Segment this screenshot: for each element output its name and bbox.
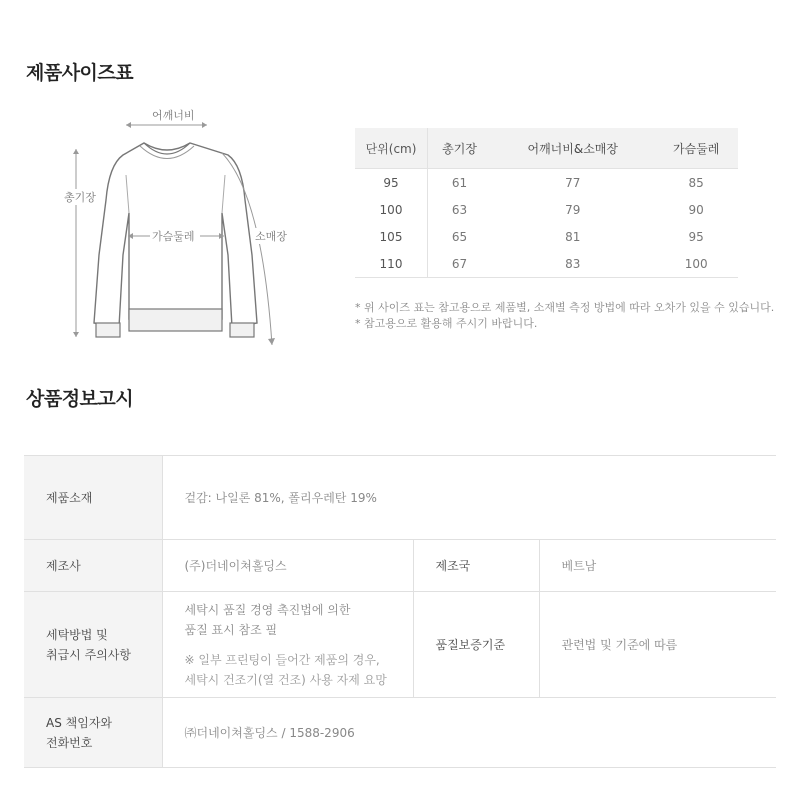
size-cell: 100 xyxy=(355,196,428,223)
size-header-unit: 단위(cm) xyxy=(355,128,428,169)
country-label: 제조국 xyxy=(413,540,539,592)
size-cell: 85 xyxy=(688,175,704,190)
size-cell: 110 xyxy=(355,250,428,278)
material-value: 겉감: 나일론 81%, 폴리우레탄 19% xyxy=(162,456,776,540)
table-row xyxy=(355,196,738,223)
product-info-table xyxy=(24,455,776,768)
care-note-line: ※ 일부 프린팅이 들어간 제품의 경우, xyxy=(184,652,380,667)
size-cell: 105 xyxy=(355,223,428,250)
size-table xyxy=(355,128,738,278)
table-row xyxy=(24,698,776,768)
size-cell: 67 xyxy=(428,250,492,278)
table-row xyxy=(355,223,738,250)
size-cell: 95 xyxy=(355,169,428,197)
as-label-line: 전화번호 xyxy=(46,735,93,750)
total-length-label: 총기장 xyxy=(64,191,96,204)
size-cell: 81 xyxy=(565,229,581,244)
care-value-line: 품질 표시 참조 필 xyxy=(184,622,278,637)
care-label xyxy=(24,592,162,698)
size-header-chest: 가슴둘레 xyxy=(654,128,738,169)
table-row xyxy=(355,250,738,278)
table-row xyxy=(24,592,776,698)
product-info-title: 상품정보고시 xyxy=(26,388,134,410)
as-contact-value: ㈜더네이쳐홀딩스 / 1588-2906 xyxy=(162,698,776,768)
care-value-line: 세탁시 품질 경영 촉진법에 의한 xyxy=(184,602,351,617)
table-row xyxy=(24,456,776,540)
size-header-length: 총기장 xyxy=(428,128,492,169)
size-cell: 100 xyxy=(654,250,738,278)
warranty-label: 품질보증기준 xyxy=(413,592,539,698)
country-value: 베트남 xyxy=(539,540,776,592)
care-value xyxy=(162,592,413,698)
size-cell: 79 xyxy=(565,202,581,217)
care-label-line: 취급시 주의사항 xyxy=(46,647,131,662)
shoulder-width-label: 어깨너비 xyxy=(152,109,195,122)
material-label: 제품소재 xyxy=(24,456,162,540)
care-label-line: 세탁방법 및 xyxy=(46,627,108,642)
size-cell: 95 xyxy=(688,229,704,244)
size-note: * 위 사이즈 표는 참고용으로 제품별, 소재별 측정 방법에 따라 오차가 있을 수 있습니다. xyxy=(355,301,775,314)
size-cell: 65 xyxy=(451,229,468,244)
size-table-header-row xyxy=(355,128,738,169)
warranty-value: 관련법 및 기준에 따름 xyxy=(539,592,776,698)
maker-value: (주)더네이쳐홀딩스 xyxy=(162,540,413,592)
maker-label: 제조사 xyxy=(24,540,162,592)
table-row xyxy=(355,169,738,197)
sleeve-length-label: 소매장 xyxy=(255,230,287,243)
size-cell: 77 xyxy=(565,175,581,190)
as-label-line: AS 책임자와 xyxy=(46,715,113,730)
size-cell: 90 xyxy=(688,202,704,217)
size-chart-title: 제품사이즈표 xyxy=(26,62,134,84)
size-notes xyxy=(355,300,774,332)
table-row xyxy=(24,540,776,592)
size-cell: 63 xyxy=(451,202,468,217)
as-contact-label xyxy=(24,698,162,768)
size-header-shoulder-sleeve: 어깨너비&소매장 xyxy=(491,128,654,169)
care-note-line: 세탁시 건조기(열 건조) 사용 자제 요망 xyxy=(184,672,387,687)
chest-label: 가슴둘레 xyxy=(152,230,195,243)
size-cell: 61 xyxy=(451,175,468,190)
size-note: * 참고용으로 활용해 주시기 바랍니다. xyxy=(355,317,538,330)
size-cell: 83 xyxy=(491,250,654,278)
sweater-measurement-diagram xyxy=(52,105,302,355)
